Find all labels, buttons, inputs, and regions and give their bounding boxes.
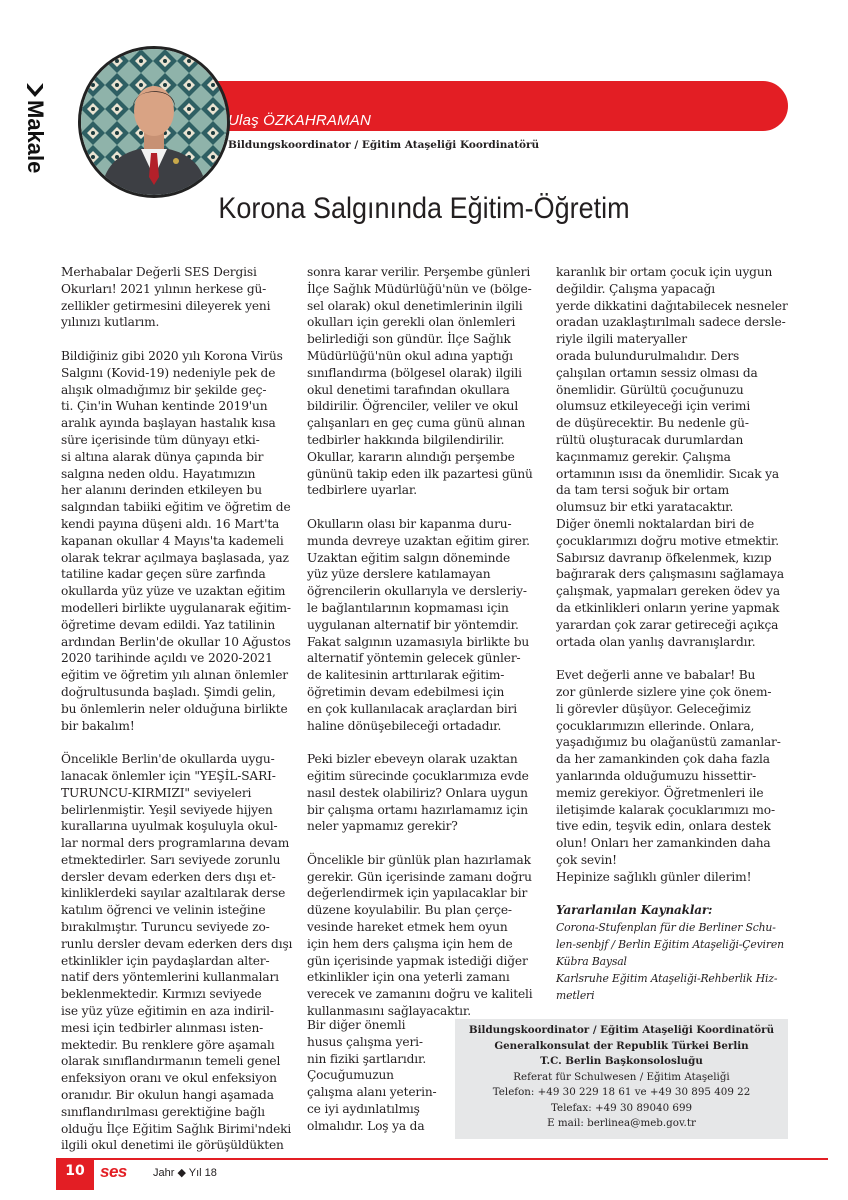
text-line: de kalitesinin arttırılarak eğitim- xyxy=(307,668,505,683)
text-line: Salgını (Kovid-19) nedeniyle pek de xyxy=(61,365,276,380)
paragraph-gap xyxy=(307,734,535,751)
text-line: olarak tekrar açılmaya başlasada, yaz xyxy=(61,550,289,565)
text-line: Bir diğer önemli xyxy=(307,1018,406,1032)
article-column-2-continued xyxy=(307,1017,447,1135)
references-title: Yararlanılan Kaynaklar: xyxy=(556,903,713,918)
text-line: da tam tersi soğuk bir ortam xyxy=(556,483,730,498)
text-line: Evet değerli anne ve babalar! Bu xyxy=(556,668,756,683)
text-line: belirlediği son gündür. İlçe Sağlık xyxy=(307,332,511,347)
text-line: nin fiziki şartlarıdır. xyxy=(307,1051,427,1066)
text-line: Bildiğiniz gibi 2020 yılı Korona Virüs xyxy=(61,348,283,363)
text-line: zellikler getirmesini dileyerek yeni xyxy=(61,298,271,313)
text-line: Hepinize sağlıklı günler dilerim! xyxy=(556,869,752,884)
text-line: okulları için gerekli olan önlemleri xyxy=(307,315,516,330)
text-line: si altına alarak dünya çapında bir xyxy=(61,449,264,464)
article-title: Korona Salgınında Eğitim-Öğretim xyxy=(218,192,630,225)
text-line: sınıflandırılması gerektiğine bağlı xyxy=(61,1104,265,1119)
text-line: Corona-Stufenplan für die Berliner Schu- xyxy=(556,921,776,935)
text-line: okullarda yüz yüze ve uzaktan eğitim xyxy=(61,584,286,599)
text-line: süre içerisinde tüm dünyayı etki- xyxy=(61,432,260,447)
text-line: le bağlantılarının kopmaması için xyxy=(307,600,509,615)
text-line: olumsuz bir etki yaratacaktır. xyxy=(556,500,734,515)
contact-department: Referat für Schulwesen / Eğitim Ataşeliği xyxy=(513,1070,730,1083)
text-line: ce iyi aydınlatılmış xyxy=(307,1101,420,1116)
article-column-1 xyxy=(61,264,293,1154)
text-line: alternatif yöntemin gelecek günler- xyxy=(307,651,521,666)
text-line: Öncelikle bir günlük plan hazırlamak xyxy=(307,852,531,867)
text-line: kurallarına uyulmak koşuluyla okul- xyxy=(61,819,278,834)
text-line: beklenmektedir. Kırmızı seviyede xyxy=(61,987,262,1002)
contact-email[interactable]: E mail: berlinea@meb.gov.tr xyxy=(547,1117,696,1129)
text-line: orada bulundurulmalıdır. Ders xyxy=(556,348,740,363)
text-line: en çok kullanılacak araçlardan biri xyxy=(307,701,518,716)
text-line: tatiline kadar geçen süre zarfında xyxy=(61,567,266,582)
text-line: mesi için tedbirler alınması isten- xyxy=(61,1020,264,1035)
contact-consulate-tr: T.C. Berlin Başkonsolosluğu xyxy=(540,1055,703,1067)
page-number: 10 xyxy=(65,1163,85,1179)
paragraph-gap xyxy=(556,650,792,667)
text-line: eğitim sürecinde çocuklarımıza evde xyxy=(307,768,529,783)
contact-fax: Telefax: +49 30 89040 699 xyxy=(550,1101,693,1114)
text-line: oradan uzaklaştırılmalı sadece dersle- xyxy=(556,315,786,330)
author-portrait xyxy=(78,46,230,198)
text-line: önemlidir. Gürültü çocuğunuzu xyxy=(556,382,744,397)
text-line: değerlendirmek için yapılacaklar bir xyxy=(307,886,528,901)
text-line: kullanmasını sağlayacaktır. xyxy=(307,1004,471,1019)
text-line: yarardan çok zarar getireceği açıkça xyxy=(556,617,779,632)
issue-label: Jahr ◆ Yıl 18 xyxy=(153,1167,217,1179)
text-line: rültü oluşturacak durumlardan xyxy=(556,432,744,447)
text-line: enfeksiyon oranı ve okul enfeksiyon xyxy=(61,1071,277,1086)
text-line: neler yapmamız gerekir? xyxy=(307,819,458,834)
text-line: bağırarak ders çalışmasını sağlamaya xyxy=(556,567,784,582)
text-line: alışık olmadığımız bir şekilde geç- xyxy=(61,382,267,397)
text-line: Karlsruhe Eğitim Ataşeliği-Rehberlik Hiz- xyxy=(556,972,778,986)
text-line: bildirilir. Öğrenciler, veliler ve okul xyxy=(307,399,519,414)
text-line: husus çalışma yeri- xyxy=(307,1034,423,1049)
text-line: doğrultusunda başladı. Şimdi gelin, xyxy=(61,684,276,699)
text-line: sel olarak) okul denetimlerinin ilgili xyxy=(307,298,523,313)
text-line: da her zamankinden çok daha fazla xyxy=(556,752,770,767)
text-line: Okulların olası bir kapanma duru- xyxy=(307,516,512,531)
text-line: bir çalışma ortamı hazırlamamız için xyxy=(307,802,528,817)
text-line: çalışma alanı yeterin- xyxy=(307,1085,437,1100)
text-line: yerde dikkatini dağıtabilecek nesneler xyxy=(556,298,788,313)
text-line: öğrencilerin okullarıyla ve dersleriy- xyxy=(307,584,527,599)
text-line: etkinlikler için ona yeterli zamanı xyxy=(307,970,510,985)
text-line: Fakat salgının uzamasıyla birlikte bu xyxy=(307,634,530,649)
text-line: Sabırsız davranıp öfkelenmek, kızıp xyxy=(556,550,772,565)
text-line: okul denetimi tarafından okullara xyxy=(307,382,510,397)
text-line: kendi payına düşeni aldı. 16 Mart'ta xyxy=(61,516,280,531)
text-line: olumsuz etkileyeceği için verimi xyxy=(556,399,751,414)
text-line: olun! Onları her zamankinden daha xyxy=(556,836,771,851)
text-line: her alanını derinden etkileyen bu xyxy=(61,483,262,498)
text-line: öğretimin devam edebilmesi için xyxy=(307,684,505,699)
text-line: ortada olan yanlış davranışlardır. xyxy=(556,634,756,649)
article-column-3 xyxy=(556,264,792,1004)
text-line: ise yüz yüze eğitimin en aza indiril- xyxy=(61,1004,274,1019)
text-line: ardından Berlin'de okullar 10 Ağustos xyxy=(61,634,291,649)
text-line: Uzaktan eğitim salgın döneminde xyxy=(307,550,511,565)
text-line: tive edin, teşvik edin, onlara destek xyxy=(556,819,771,834)
text-line: Okullar, kararın alındığı perşembe xyxy=(307,449,515,464)
text-line: belirlenmiştir. Yeşil seviyede hijyen xyxy=(61,802,273,817)
contact-phone: Telefon: +49 30 229 18 61 ve +49 30 895 409 22 xyxy=(492,1086,751,1098)
text-line: ilgili okul denetimi ile görüşüldükten xyxy=(61,1138,284,1153)
text-line: katılım öğrenci ve velinin isteğine xyxy=(61,903,266,918)
footer-rule xyxy=(94,1158,828,1160)
paragraph-gap xyxy=(61,331,293,348)
contact-consulate-de: Generalkonsulat der Republik Türkei Berlin xyxy=(494,1039,749,1052)
text-line: yüz yüze derslere katılamayan xyxy=(307,567,491,582)
text-line: etkinlikler için paydaşlardan alter- xyxy=(61,953,270,968)
text-line: sonra karar verilir. Perşembe günleri xyxy=(307,265,531,279)
paragraph-gap xyxy=(61,734,293,751)
text-line: çocuklarımızın ellerinde. Onlara, xyxy=(556,718,755,733)
text-line: Çocuğumuzun xyxy=(307,1068,394,1083)
text-line: olmalıdır. Loş ya da xyxy=(307,1118,425,1133)
text-line: Kübra Baysal xyxy=(556,955,627,969)
text-line: salgına neden oldu. Hayatımızın xyxy=(61,466,256,481)
text-line: mektedir. Bu renklere göre aşamalı xyxy=(61,1037,275,1052)
contact-box xyxy=(455,1019,788,1139)
paragraph-gap xyxy=(307,835,535,852)
text-line: olduğu İlçe Eğitim Sağlık Birimi'ndeki xyxy=(61,1121,292,1136)
section-label: Makale xyxy=(23,100,48,174)
text-line: Okurları! 2021 yılının herkese gü- xyxy=(61,281,267,296)
text-line: metleri xyxy=(556,989,595,1003)
text-line: verecek ve zamanını doğru ve kaliteli xyxy=(307,987,533,1002)
text-line: Diğer önemli noktalardan biri de xyxy=(556,516,755,531)
text-line: düzene koyulabilir. Bu plan çerçe- xyxy=(307,903,512,918)
text-line: nasıl destek olabiliriz? Onlara uygun xyxy=(307,785,528,800)
article-column-3-text xyxy=(556,264,792,885)
text-line: Öncelikle Berlin'de okullarda uygu- xyxy=(61,752,275,767)
text-line: bu önlemlerin neler olduğuna birlikte xyxy=(61,701,288,716)
text-line: de düşürecektir. Bu nedenle gü- xyxy=(556,416,749,431)
text-line: ortamının ısısı da önemlidir. Sıcak ya xyxy=(556,466,780,481)
text-line: TURUNCU-KIRMIZI" seviyeleri xyxy=(61,785,252,800)
text-line: çocuklarımızı doğru motive etmektir. xyxy=(556,533,779,548)
text-line: kapanan okullar 4 Mayıs'ta kademeli xyxy=(61,533,284,548)
chevron-down-icon xyxy=(26,80,44,98)
text-line: çok sevin! xyxy=(556,852,617,867)
text-line: bir bakalım! xyxy=(61,718,135,733)
text-line: salgından tabiiki eğitim ve öğretim de xyxy=(61,500,291,515)
text-line: len-senbjf / Berlin Eğitim Ataşeliği-Çeviren xyxy=(556,938,784,952)
text-line: memiz gerekiyor. Öğretmenleri ile xyxy=(556,785,764,800)
text-line: yanlarında olduğumuzu hissettir- xyxy=(556,768,757,783)
text-line: olarak sınıflandırmanın temeli genel xyxy=(61,1054,281,1069)
text-line: vesinde hareket etmek hem oyun xyxy=(307,920,508,935)
contact-title: Bildungskoordinator / Eğitim Ataşeliği Koordinatörü xyxy=(468,1024,775,1036)
text-line: natif ders yöntemlerini kullanmaları xyxy=(61,970,279,985)
text-line: çalışmak, yapmaları gereken ödev ya xyxy=(556,584,781,599)
references-list xyxy=(556,919,792,1004)
text-line: İlçe Sağlık Müdürlüğü'nün ve (bölge- xyxy=(307,281,532,296)
text-line: değildir. Çalışma yapacağı xyxy=(556,281,715,296)
text-line: aralık ayında başlayan hastalık kısa xyxy=(61,416,276,431)
author-name: Ulaş ÖZKAHRAMAN xyxy=(228,112,372,129)
text-line: eğitim ve öğretim yılı alınan önlemler xyxy=(61,668,288,683)
text-line: sınıflandırma (bölgesel olarak) ilgili xyxy=(307,365,522,380)
text-line: zor günlerde sizlere yine çok önem- xyxy=(556,684,772,699)
text-line: tedbirler hakkında bilgilendirilir. xyxy=(307,432,505,447)
text-line: modelleri birlikte uygulanarak eğitim- xyxy=(61,600,291,615)
text-line: gününü takip eden ilk pazartesi günü xyxy=(307,466,533,481)
text-line: çalışılan ortamın sessiz olması da xyxy=(556,365,758,380)
text-line: lanacak önlemler için "YEŞİL-SARI- xyxy=(61,768,276,783)
text-line: için hem ders çalışma için hem de xyxy=(307,936,513,951)
paragraph-gap xyxy=(307,499,535,516)
text-line: kinliklerdeki sayılar azaltılarak derse xyxy=(61,886,286,901)
text-line: kaçınmamız gerekir. Çalışma xyxy=(556,449,731,464)
text-line: Müdürlüğü'nün okul adına yaptığı xyxy=(307,348,513,363)
text-line: da etkinlikleri onların yerine yapmak xyxy=(556,600,780,615)
text-line: tedbirlere uyarlar. xyxy=(307,483,417,498)
text-line: uygulanan alternatif bir yöntemdir. xyxy=(307,617,519,632)
text-line: 2020 tarihinde açıldı ve 2020-2021 xyxy=(61,651,273,666)
text-line: ti. Çin'in Wuhan kentinde 2019'un xyxy=(61,399,268,414)
ses-logo: ses xyxy=(100,1162,127,1181)
text-line: haline dönüşebileceği ortadadır. xyxy=(307,718,502,733)
text-line: oranıdır. Bir okulun hangi aşamada xyxy=(61,1088,274,1103)
text-line: riyle ilgili materyaller xyxy=(556,332,687,347)
section-tag xyxy=(20,80,50,200)
text-line: gerekir. Gün içerisinde zamanı doğru xyxy=(307,869,532,884)
text-line: etmektedirler. Sarı seviyede zorunlu xyxy=(61,852,281,867)
author-role: Bildungskoordinator / Eğitim Ataşeliği Koordinatörü xyxy=(228,139,540,151)
text-line: Merhabalar Değerli SES Dergisi xyxy=(61,265,257,279)
text-line: li görevler düşüyor. Geleceğimiz xyxy=(556,701,751,716)
text-line: runlu dersler devam ederken ders dışı xyxy=(61,936,293,951)
text-line: Peki bizler ebeveyn olarak uzaktan xyxy=(307,752,518,767)
text-line: yaşadığımız bu olağanüstü zamanlar- xyxy=(556,735,781,750)
text-line: öğretime devam edildi. Yaz tatilinin xyxy=(61,617,276,632)
text-line: iletişimde kalarak çocuklarımızı mo- xyxy=(556,802,775,817)
text-line: yılınızı kutlarım. xyxy=(61,315,160,330)
text-line: dersler devam ederken ders dışı et- xyxy=(61,869,276,884)
article-column-2 xyxy=(307,264,535,1020)
text-line: gün içerisinde yapmak istediği diğer xyxy=(307,953,528,968)
text-line: karanlık bir ortam çocuk için uygun xyxy=(556,265,773,279)
text-line: munda devreye uzaktan eğitim girer. xyxy=(307,533,530,548)
text-line: çalışanları en geç cuma günü alınan xyxy=(307,416,526,431)
text-line: lar normal ders programlarına devam xyxy=(61,836,290,851)
text-line: bırakılmıştır. Turuncu seviyede zo- xyxy=(61,920,270,935)
